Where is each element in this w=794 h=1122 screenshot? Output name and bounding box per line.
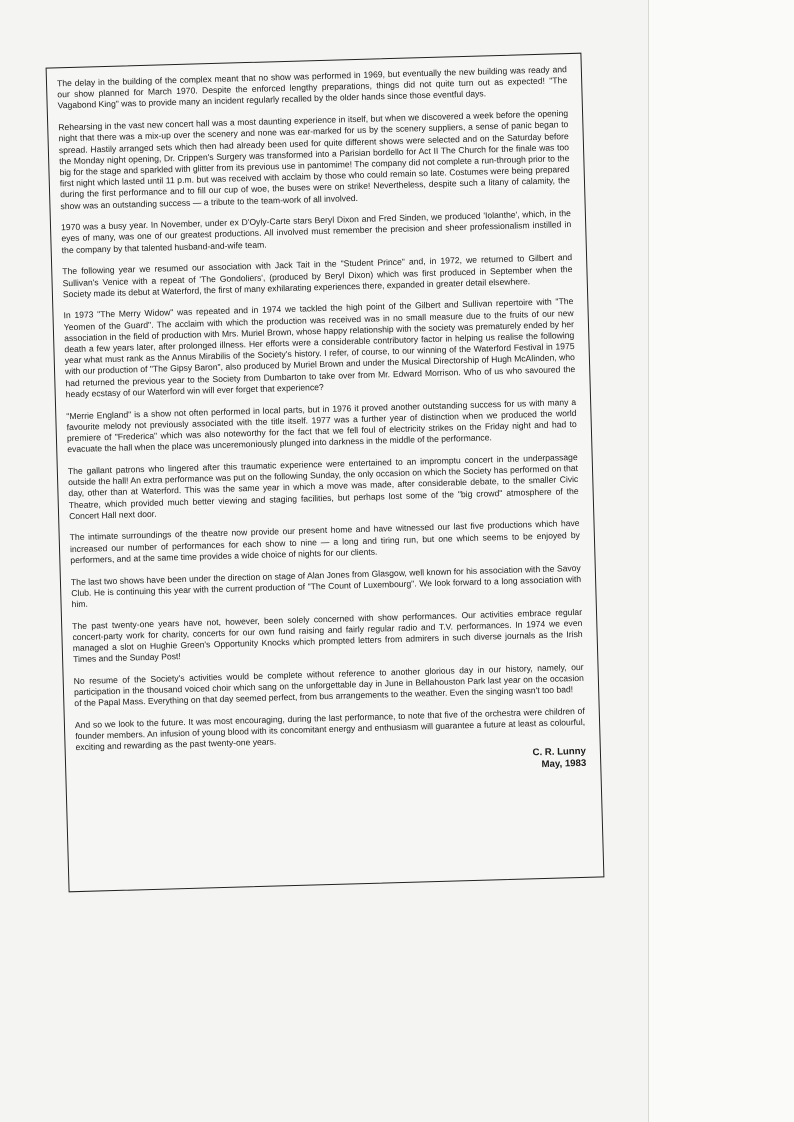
signature-block — [76, 746, 586, 784]
article-frame — [46, 53, 605, 893]
author-name: C. R. Lunny — [532, 745, 587, 759]
paragraph-12: And so we look to the future. It was most encouraging, during the last performance, to note that five of the orchestra were children of founder members. An infusion of young blood with its concomitant energy and enthusiasm will guarantee a future at least as colourful, exciting and rewarding as the past twenty-one years. — [74, 705, 586, 753]
paragraph-8: The intimate surroundings of the theatre now provide our present home and have witnessed our last five productions which have increased our number of performances for each show to nine — a long and tiring run, but one which seems to be enjoyed by performers, and at the same time provides a wide choice of nights for our clients. — [69, 518, 580, 565]
paragraph-5: In 1973 "The Merry Widow" was repeated and in 1974 we tackled the high point of the Gilbert and Sullivan repertoire with "The Yeomen of the Guard". The acclaim with which the production was received was in no small measure due to the fruits of our new association in the field of production with Mrs. Muriel Brown, whose happy relationship with the society was prematurely ended by her death a few years later, after prolonged illness. Her efforts were a considerable contributory factor in helping us realise the following year what must rank as the Annus Mirabilis of the Society's history. I refer, of course, to our winning of the Waterford Festival in 1975 with our production of "The Gipsy Baron", also produced by Muriel Brown and under the Musical Directorship of Hugh McAlinden, who had returned the previous year to the Society from Dumbarton to take over from Mr. Edward Morrison. Who of us who savoured the heady ecstasy of our Waterford win will ever forget that experience? — [63, 296, 576, 400]
paragraph-10: The past twenty-one years have not, however, been solely concerned with show performances. Our activities embrace regular concert-party work for charity, concerts for our own fund raising and fairly regular radio and T.V. performances. In 1974 we even managed a slot on Hughie Green's Opportunity Knocks which prompted letters from admirers in such diverse journals as the Irish Times and the Sunday Post! — [72, 606, 583, 665]
paragraph-9: The last two shows have been under the direction on stage of Alan Jones from Glasgow, well known for his association with the Savoy Club. He is continuing this year with the current production of "The Count of Luxembourg". We look forward to a long association with him. — [70, 562, 582, 610]
paragraph-7: The gallant patrons who lingered after this traumatic experience were entertained to an impromptu concert in the underpassage outside the hall! An extra performance was put on the following Sunday, the only occasion on which the Society has performed on that day, other than at Waterford. This was the same year in which a move was made, after considerable debate, to the smaller Civic Theatre, which provided much better viewing and staging facilities, but perhaps lost some of the "big crowd" atmosphere of the Concert Hall next door. — [67, 451, 579, 521]
paragraph-6: "Merrie England" is a show not often performed in local parts, but in 1976 it proved another outstanding success for us with many a favourite melody not previously associated with the title itself. 1977 was a further year of distinction when we produced the world premiere of "Frederica" which was also noteworthy for the fact that we fell foul of electricity strikes on the Friday night and had to evacuate the hall when the place was unceremoniously plunged into darkness in the middle of the performance. — [66, 396, 577, 455]
paragraph-3: 1970 was a busy year. In November, under ex D'Oyly-Carte stars Beryl Dixon and Fred Sinden, we produced 'Iolanthe', which, in the eyes of many, was one of our greatest productions. All involved must remember the precision and sheer professionalism instilled in the company by that talented husband-and-wife team. — [60, 208, 572, 255]
article-date: May, 1983 — [541, 757, 587, 771]
paragraph-1: The delay in the building of the complex meant that no show was performed in 1969, but eventually the new building was ready and our show planned for March 1970. Despite the enforced lengthy preparations, things did not quite turn out as expected! "The Vagabond King" was to provide many an incident regularly recalled by the older hands since those eventful days. — [56, 64, 568, 111]
paragraph-11: No resume of the Society's activities would be complete without reference to another glorious day in our history, namely, our participation in the thousand voiced choir which sang on the unforgettable day in June in Bellahouston Park last year on the occasion of the Papal Mass. Everything on that day seemed perfect, from bus arrangements to the weather. Even the singing wasn't too bad! — [73, 661, 584, 709]
paragraph-2: Rehearsing in the vast new concert hall was a most daunting experience in itself, but when we discovered a week before the opening night that there was a mix-up over the scenery and none was ear-marked for us by the scenery suppliers, a sense of panic began to spread. Hastily arranged sets which then had already been used for quite different shows were selected and on the Saturday before the Monday night opening, Dr. Crippen's Surgery was transformed into a Parisian bordello for Act II The Church for the finale was too big for the stage and sparkled with glitter from its previous use in pantomime! The company did not complete a run-through prior to the first night which lasted until 11 p.m. but was received with acclaim by those who could remain so late. Costumes were being prepared during the first performance and to fill our cup of woe, the buses were on strike! Nevertheless, despite such a litany of calamity, the show was an outstanding success — a tribute to the team-work of all involved. — [58, 108, 571, 211]
page-edge — [648, 0, 794, 1122]
paragraph-4: The following year we resumed our association with Jack Tait in the "Student Prince" and, in 1972, we returned to Gilbert and Sullivan's Venice with a repeat of 'The Gondoliers', (produced by Beryl Dixon) which was first produced in September when the Society made its debut at Waterford, the first of many exhilarating experiences there, expanded in greater detail elsewhere. — [62, 252, 573, 299]
